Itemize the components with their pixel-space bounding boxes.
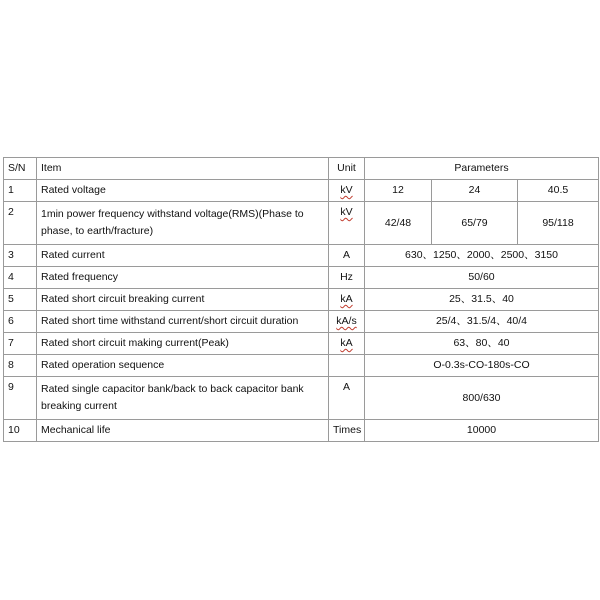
row-item: Rated short circuit making current(Peak) — [37, 333, 329, 355]
specifications-table — [3, 157, 599, 442]
row-unit-text: kA — [340, 337, 353, 349]
row-sn: 8 — [4, 355, 37, 377]
header-parameters: Parameters — [365, 158, 599, 180]
table-row — [4, 311, 599, 333]
row-sn: 10 — [4, 420, 37, 442]
table-row — [4, 355, 599, 377]
row-value: 65/79 — [432, 202, 518, 245]
row-unit — [329, 355, 365, 377]
row-unit: Hz — [329, 267, 365, 289]
row-value: 25/4、31.5/4、40/4 — [365, 311, 599, 333]
row-item: Rated operation sequence — [37, 355, 329, 377]
table-row — [4, 202, 599, 245]
table-row — [4, 420, 599, 442]
row-unit-text: kV — [340, 184, 353, 196]
row-sn: 9 — [4, 377, 37, 420]
header-item: Item — [37, 158, 329, 180]
row-value: 50/60 — [365, 267, 599, 289]
row-value: 42/48 — [365, 202, 432, 245]
row-sn: 6 — [4, 311, 37, 333]
row-item: Rated single capacitor bank/back to back capacitor bank breaking current — [37, 377, 329, 420]
table-row — [4, 267, 599, 289]
row-value: 63、80、40 — [365, 333, 599, 355]
row-sn: 1 — [4, 180, 37, 202]
row-value: 40.5 — [518, 180, 599, 202]
row-sn: 7 — [4, 333, 37, 355]
table-row — [4, 377, 599, 420]
row-sn: 5 — [4, 289, 37, 311]
row-value: 12 — [365, 180, 432, 202]
row-unit-text: kA/s — [336, 315, 357, 327]
row-sn: 4 — [4, 267, 37, 289]
row-unit: A — [329, 377, 365, 420]
table-row — [4, 180, 599, 202]
row-item: Rated current — [37, 245, 329, 267]
row-item: Rated frequency — [37, 267, 329, 289]
row-unit — [329, 202, 365, 245]
row-item: Mechanical life — [37, 420, 329, 442]
table-row — [4, 289, 599, 311]
row-sn: 2 — [4, 202, 37, 245]
row-unit — [329, 180, 365, 202]
row-unit: Times — [329, 420, 365, 442]
row-value: O-0.3s-CO-180s-CO — [365, 355, 599, 377]
row-unit: A — [329, 245, 365, 267]
header-sn: S/N — [4, 158, 37, 180]
table-row — [4, 333, 599, 355]
row-value: 800/630 — [365, 377, 599, 420]
header-row — [4, 158, 599, 180]
row-unit-text: kV — [340, 206, 353, 218]
row-value: 630、1250、2000、2500、3150 — [365, 245, 599, 267]
row-sn: 3 — [4, 245, 37, 267]
row-unit — [329, 311, 365, 333]
header-unit: Unit — [329, 158, 365, 180]
row-unit — [329, 333, 365, 355]
row-value: 25、31.5、40 — [365, 289, 599, 311]
row-item: Rated short time withstand current/short circuit duration — [37, 311, 329, 333]
table-row — [4, 245, 599, 267]
row-unit-text: kA — [340, 293, 353, 305]
row-item: Rated short circuit breaking current — [37, 289, 329, 311]
row-value: 95/118 — [518, 202, 599, 245]
row-unit — [329, 289, 365, 311]
row-item: 1min power frequency withstand voltage(RMS)(Phase to phase, to earth/fracture) — [37, 202, 329, 245]
row-item: Rated voltage — [37, 180, 329, 202]
row-value: 10000 — [365, 420, 599, 442]
row-value: 24 — [432, 180, 518, 202]
